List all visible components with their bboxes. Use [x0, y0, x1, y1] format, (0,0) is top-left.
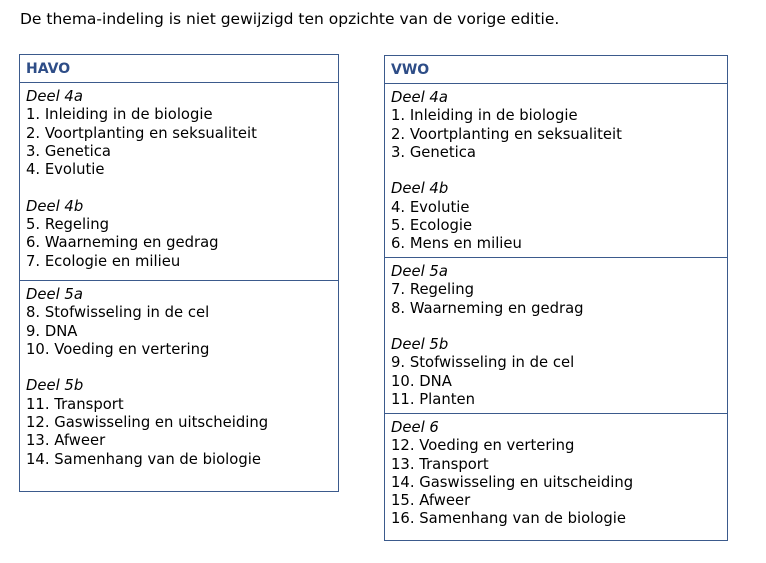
havo-theme-14: 14. Samenhang van de biologie [26, 450, 261, 468]
havo-theme-6: 6. Waarneming en gedrag [26, 234, 219, 252]
vwo-deel-4b: Deel 4b [391, 180, 449, 198]
vwo-deel-6: Deel 6 [391, 419, 439, 436]
vwo-theme-10: 10. DNA [391, 372, 452, 390]
havo-theme-8: 8. Stofwisseling in de cel [26, 304, 210, 322]
havo-header: HAVO [20, 55, 338, 83]
havo-theme-12: 12. Gaswisseling en uitscheiding [26, 414, 269, 432]
spacer [26, 359, 338, 377]
vwo-header: VWO [385, 56, 727, 84]
vwo-theme-5: 5. Ecologie [391, 217, 473, 235]
vwo-deel-4a: Deel 4a [391, 89, 448, 106]
spacer [26, 179, 338, 197]
vwo-section-3 [385, 413, 727, 529]
vwo-theme-12: 12. Voeding en vertering [391, 437, 575, 455]
havo-theme-2: 2. Voortplanting en seksualiteit [26, 124, 257, 142]
havo-deel-4a: Deel 4a [26, 88, 83, 105]
havo-theme-7: 7. Ecologie en milieu [26, 252, 181, 270]
spacer [391, 162, 727, 180]
vwo-theme-15: 15. Afweer [391, 492, 471, 510]
intro-text: De thema-indeling is niet gewijzigd ten opzichte van de vorige editie. [20, 10, 560, 28]
havo-deel-5a: Deel 5a [26, 286, 83, 303]
havo-panel [19, 54, 339, 492]
havo-theme-1: 1. Inleiding in de biologie [26, 106, 213, 124]
vwo-theme-8: 8. Waarneming en gedrag [391, 299, 584, 317]
vwo-section-1 [385, 89, 727, 254]
vwo-theme-4: 4. Evolutie [391, 198, 470, 216]
vwo-theme-3: 3. Genetica [391, 143, 476, 161]
vwo-theme-9: 9. Stofwisseling in de cel [391, 354, 575, 372]
havo-theme-5: 5. Regeling [26, 216, 110, 234]
vwo-deel-5b: Deel 5b [391, 336, 449, 354]
havo-deel-4b: Deel 4b [26, 197, 84, 215]
vwo-theme-14: 14. Gaswisseling en uitscheiding [391, 473, 634, 491]
havo-deel-5b: Deel 5b [26, 377, 84, 395]
vwo-panel [384, 55, 728, 541]
vwo-theme-13: 13. Transport [391, 455, 489, 473]
spacer [391, 318, 727, 336]
havo-theme-11: 11. Transport [26, 395, 124, 413]
havo-theme-4: 4. Evolutie [26, 161, 105, 179]
havo-section-2 [20, 280, 338, 469]
vwo-section-2 [385, 257, 727, 409]
havo-theme-10: 10. Voeding en vertering [26, 340, 210, 358]
havo-theme-3: 3. Genetica [26, 142, 111, 160]
vwo-theme-1: 1. Inleiding in de biologie [391, 107, 578, 125]
vwo-deel-5a: Deel 5a [391, 263, 448, 280]
havo-section-1 [20, 88, 338, 271]
havo-theme-9: 9. DNA [26, 322, 78, 340]
vwo-theme-11: 11. Planten [391, 391, 475, 409]
vwo-theme-16: 16. Samenhang van de biologie [391, 510, 626, 528]
vwo-theme-2: 2. Voortplanting en seksualiteit [391, 125, 622, 143]
vwo-theme-6: 6. Mens en milieu [391, 235, 522, 253]
havo-theme-13: 13. Afweer [26, 432, 106, 450]
vwo-theme-7: 7. Regeling [391, 281, 475, 299]
